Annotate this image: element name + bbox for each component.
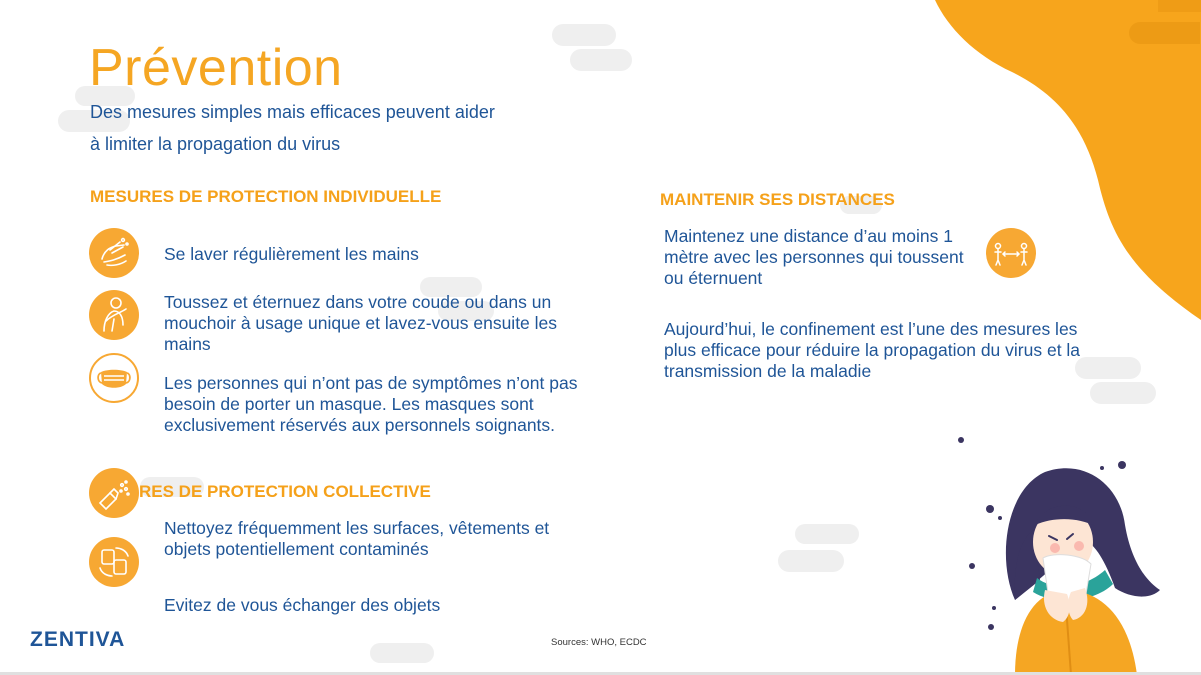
subtitle	[90, 96, 550, 160]
cloud-decoration	[778, 550, 844, 572]
list-item: Toussez et éternuez dans votre coude ou dans un mouchoir à usage unique et lavez-vous ensuite les mains	[164, 292, 558, 354]
individual-protection-heading: MESURES DE PROTECTION INDIVIDUELLE	[90, 187, 442, 206]
cloud-decoration	[552, 24, 616, 46]
page-title: Prévention	[89, 39, 343, 97]
subtitle-line: à limiter la propagation du virus	[90, 134, 341, 154]
confinement-paragraph: Aujourd’hui, le confinement est l’une des mesures les plus efficace pour réduire la propagation du virus et la transmission de la maladie	[664, 319, 1081, 381]
hand-washing-icon	[90, 229, 138, 277]
cloud-decoration	[1090, 382, 1156, 404]
distance-heading: MAINTENIR SES DISTANCES	[660, 190, 895, 209]
spray-cleaning-icon	[90, 469, 138, 517]
face-mask-icon	[89, 353, 139, 403]
list-item: Les personnes qui n’ont pas de symptômes n’ont pas besoin de porter un masque. Les masques sont exclusivement réservés aux personnels soignants.	[164, 373, 578, 435]
cloud-decoration	[570, 49, 632, 71]
subtitle-line: Des mesures simples mais efficaces peuvent aider	[90, 102, 495, 122]
list-item: Evitez de vous échanger des objets	[164, 595, 441, 615]
list-item: Se laver régulièrement les mains	[164, 244, 419, 264]
list-item: Nettoyez fréquemment les surfaces, vêtements et objets potentiellement contaminés	[164, 518, 550, 559]
collective-protection-heading: RES DE PROTECTION COLLECTIVE	[139, 482, 431, 501]
brand-logo: ZENTIVA	[30, 628, 126, 651]
distance-paragraph: Maintenez une distance d’au moins 1 mètre avec les personnes qui toussent ou éternuent	[664, 226, 964, 288]
cloud-decoration	[370, 643, 434, 663]
object-exchange-icon	[90, 538, 138, 586]
social-distance-icon	[987, 229, 1035, 277]
cough-elbow-icon	[90, 291, 138, 339]
cloud-decoration	[795, 524, 859, 544]
sneezing-person-illustration	[945, 430, 1185, 675]
sources-note: Sources: WHO, ECDC	[551, 637, 647, 648]
